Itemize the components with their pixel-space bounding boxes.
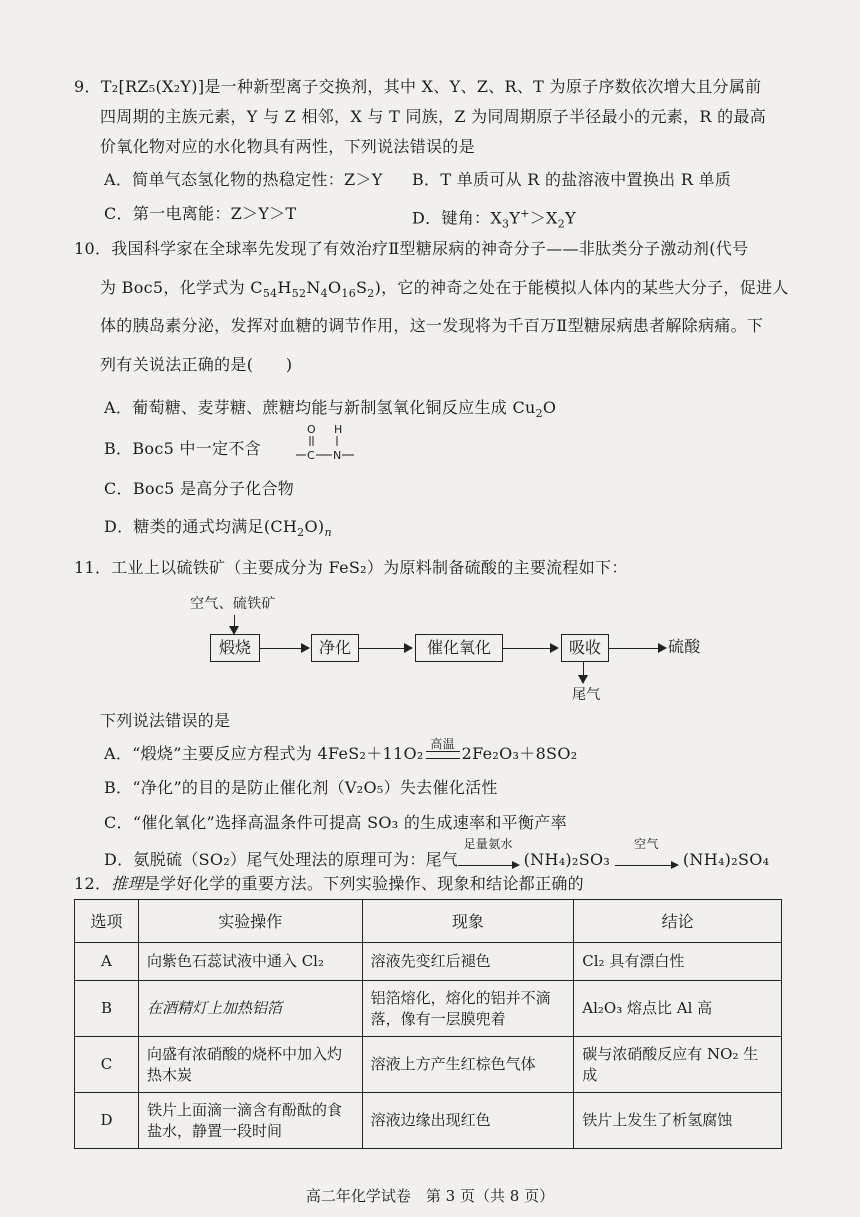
- table-cell-operation: 向紫色石蕊试液中通入 Cl₂: [138, 943, 362, 981]
- flow-arrow-1: [260, 648, 308, 649]
- q11-prompt: 下列说法错误的是: [100, 711, 231, 730]
- q9-stem-line1: 9．T₂[RZ₅(X₂Y)]是一种新型离子交换剂，其中 X、Y、Z、R、T 为原子序数依次增大且分属前: [74, 77, 762, 96]
- table-cell-phenomenon: 溶液上方产生红棕色气体: [362, 1037, 574, 1093]
- q9-stem-line3: 价氧化物对应的水化物具有两性，下列说法错误的是: [100, 137, 475, 156]
- svg-text:C: C: [307, 449, 315, 462]
- table-cell-phenomenon: 溶液边缘出现红色: [362, 1093, 574, 1149]
- equation-equals-sign: [426, 736, 460, 759]
- table-cell-option: C: [75, 1037, 139, 1093]
- amide-structure-icon: [296, 422, 360, 464]
- q10-stem-line2: 为 Boc5，化学式为 $C_{54}H_{52}N_4O_{16}S_2$)，它的神奇之处在于能模拟人体内的某些大分子，促进人: [100, 278, 789, 301]
- table-cell-option: A: [75, 943, 139, 981]
- table-row: [75, 1037, 782, 1093]
- q10-option-b: B．Boc5 中一定不含: [104, 439, 261, 458]
- flow-tail-label: 尾气: [572, 687, 601, 703]
- flow-output-label: 硫酸: [668, 637, 701, 656]
- table-header-row: [75, 900, 782, 943]
- flow-arrow-2: [359, 648, 411, 649]
- reaction-condition-label: 空气: [634, 836, 659, 851]
- reaction-arrow-2: [615, 836, 677, 872]
- table-row: [75, 943, 782, 981]
- q10-option-c: C．Boc5 是高分子化合物: [104, 479, 295, 498]
- flow-box-purify: 净化: [311, 634, 359, 662]
- q10-stem-line1: 10．我国科学家在全球率先发现了有效治疗Ⅱ型糖尿病的神奇分子——非肽类分子激动剂(代号: [74, 239, 749, 258]
- table-cell-option: D: [75, 1093, 139, 1149]
- table-cell-phenomenon: 铝箔熔化，熔化的铝并不滴落，像有一层膜兜着: [362, 981, 574, 1037]
- q9-option-b: B．T 单质可从 R 的盐溶液中置换出 R 单质: [412, 170, 732, 189]
- table-cell-phenomenon: 溶液先变红后褪色: [362, 943, 574, 981]
- table-header: 实验操作: [138, 900, 362, 943]
- flow-input-arrow: [234, 615, 235, 633]
- table-cell-operation: 向盛有浓硝酸的烧杯中加入灼热木炭: [138, 1037, 362, 1093]
- q12-stem: 12．推理是学好化学的重要方法。下列实验操作、现象和结论都正确的: [74, 874, 584, 893]
- reaction-arrow-1: [458, 836, 518, 872]
- flow-tail-arrow: [583, 662, 584, 682]
- table-cell-conclusion: Cl₂ 具有漂白性: [574, 943, 782, 981]
- q12-table: [74, 899, 782, 1149]
- table-cell-conclusion: 铁片上发生了析氢腐蚀: [574, 1093, 782, 1149]
- table-cell-option: B: [75, 981, 139, 1037]
- flow-box-calcine: 煅烧: [210, 634, 260, 662]
- table-header: 现象: [362, 900, 574, 943]
- table-row: [75, 981, 782, 1037]
- q11-stem: 11．工业上以硫铁矿（主要成分为 FeS₂）为原料制备硫酸的主要流程如下：: [74, 558, 628, 577]
- q9-option-d: D．键角：$X_3Y^+>X_2Y$: [412, 207, 576, 231]
- table-header: 结论: [574, 900, 782, 943]
- svg-text:H: H: [334, 423, 343, 436]
- table-header: 选项: [75, 900, 139, 943]
- flow-input-label: 空气、硫铁矿: [190, 596, 276, 612]
- q9-stem-line2: 四周期的主族元素，Y 与 Z 相邻，X 与 T 同族，Z 为同周期原子半径最小的元素，R 的最高: [100, 107, 766, 126]
- table-cell-operation: 铁片上面滴一滴含有酚酞的食盐水，静置一段时间: [138, 1093, 362, 1149]
- flow-box-catalytic-oxidation: 催化氧化: [415, 634, 503, 662]
- reaction-condition-label: 足量氨水: [463, 836, 513, 851]
- q10-option-d: D．糖类的通式均满足$(CH_2O)_n$: [104, 517, 332, 540]
- q11-option-c: C．“催化氧化”选择高温条件可提高 SO₃ 的生成速率和平衡产率: [104, 813, 567, 832]
- table-cell-conclusion: 碳与浓硝酸反应有 NO₂ 生成: [574, 1037, 782, 1093]
- flow-arrow-4: [609, 648, 665, 649]
- table-row: [75, 1093, 782, 1149]
- q11-option-b: B．“净化”的目的是防止催化剂（V₂O₅）失去催化活性: [104, 778, 498, 797]
- q11-option-d: D．氨脱硫（SO₂）尾气处理法的原理可为：尾气 足量氨水 (NH₄)₂SO₃ 空气 (NH₄)₂SO₄: [104, 849, 769, 872]
- q11-option-a: A．“煅烧”主要反应方程式为 4FeS₂＋11O₂ 高温 2Fe₂O₃＋8SO₂: [104, 743, 577, 765]
- table-cell-conclusion: Al₂O₃ 熔点比 Al 高: [574, 981, 782, 1037]
- q9-option-c: C．第一电离能：Z＞Y＞T: [104, 204, 297, 223]
- flow-arrow-3: [503, 648, 557, 649]
- svg-text:N: N: [333, 449, 342, 462]
- q10-stem-line3: 体的胰岛素分泌，发挥对血糖的调节作用，这一发现将为千百万Ⅱ型糖尿病患者解除病痛。下: [100, 316, 764, 335]
- q10-stem-line4: 列有关说法正确的是( ): [100, 355, 293, 374]
- q9-option-a: A．简单气态氢化物的热稳定性：Z＞Y: [104, 170, 383, 189]
- reaction-condition-label: 高温: [430, 736, 455, 751]
- q10-option-a: A．葡萄糖、麦芽糖、蔗糖均能与新制氢氧化铜反应生成 $Cu_2O$: [104, 398, 557, 421]
- svg-text:O: O: [307, 423, 316, 436]
- page-footer: 高二年化学试卷 第 3 页（共 8 页）: [305, 1187, 555, 1205]
- flow-box-absorb: 吸收: [561, 634, 609, 662]
- table-cell-operation: 在酒精灯上加热铝箔: [138, 981, 362, 1037]
